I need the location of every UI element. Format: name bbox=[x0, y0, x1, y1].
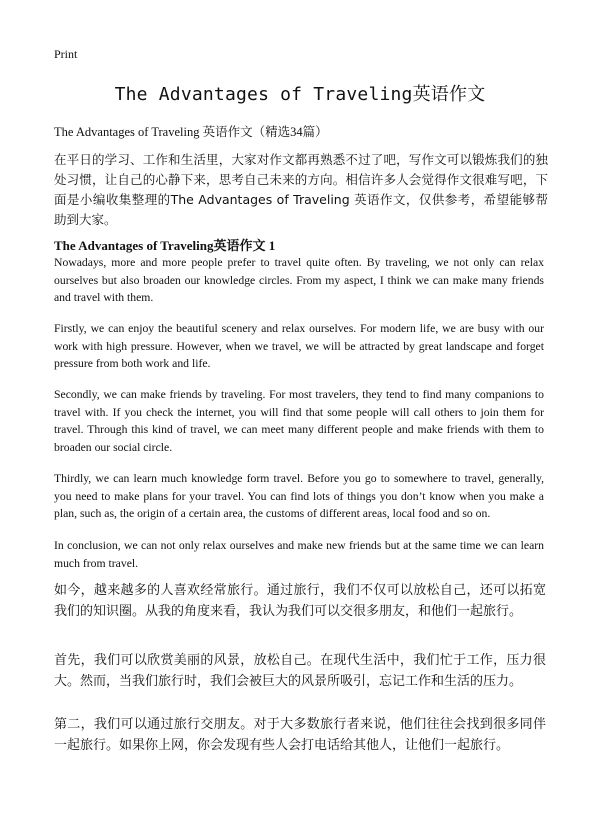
intro-paragraph: 在平日的学习、工作和生活里，大家对作文都再熟悉不过了吧，写作文可以锻炼我们的独处习惯，让自己的心静下来，思考自己未来的方向。相信许多人会觉得作文很难写吧，下面是小编收集整理的The Advantages of Traveling 英语作文，仅供参考，希望能够帮助到大家。 bbox=[54, 152, 548, 227]
english-paragraph-3: Secondly, we can make friends by traveling. For most travelers, they tend to find many companions to travel with. If you check the internet, you will find that some people will call others to join them for travel. Through this kind of travel, we can meet many different people and make friends with them to broaden our social circle. bbox=[54, 388, 544, 454]
chinese-paragraph-3: 第二，我们可以通过旅行交朋友。对于大多数旅行者来说，他们往往会找到很多同伴一起旅行。如果你上网，你会发现有些人会打电话给其他人，让他们一起旅行。 bbox=[54, 717, 546, 753]
english-paragraph-1: Nowadays, more and more people prefer to travel quite often. By traveling, we not only can relax ourselves but also broaden our knowledge circles. From my aspect, I think we can make many friends and travel with them. bbox=[54, 256, 544, 304]
english-paragraph-5: In conclusion, we can not only relax ourselves and make new friends but at the same time we can learn much from travel. bbox=[54, 539, 544, 570]
section-heading: The Advantages of Traveling英语作文 1 bbox=[54, 238, 276, 253]
page-subtitle: The Advantages of Traveling 英语作文（精选34篇） bbox=[54, 125, 328, 139]
chinese-paragraph-1: 如今，越来越多的人喜欢经常旅行。通过旅行，我们不仅可以放松自己，还可以拓宽我们的知识圈。从我的角度来看，我认为我们可以交很多朋友，和他们一起旅行。 bbox=[54, 583, 546, 619]
english-paragraph-4: Thirdly, we can learn much knowledge form travel. Before you go to somewhere to travel, generally, you need to make plans for your travel. You can find lots of things you don’t know when you make a plan, such as, the origin of a certain area, the customs of different areas, local food and so on. bbox=[54, 472, 544, 520]
chinese-paragraph-2: 首先，我们可以欣赏美丽的风景，放松自己。在现代生活中，我们忙于工作，压力很大。然而，当我们旅行时，我们会被巨大的风景所吸引，忘记工作和生活的压力。 bbox=[54, 653, 546, 689]
english-paragraph-2: Firstly, we can enjoy the beautiful scenery and relax ourselves. For modern life, we are busy with our work with high pressure. However, when we travel, we will be attracted by great landscape and forget pressure from both work and life. bbox=[54, 322, 544, 370]
page-title: The Advantages of Traveling英语作文 bbox=[114, 84, 486, 105]
print-label: Print bbox=[54, 47, 78, 61]
